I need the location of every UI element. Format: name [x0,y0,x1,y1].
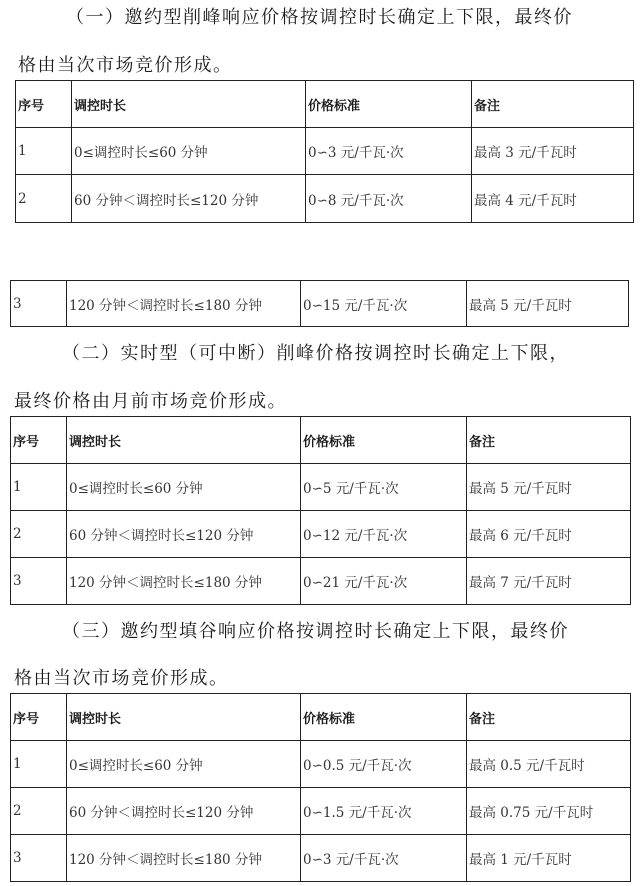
cell-duration: 60 分钟＜调控时长≤120 分钟 [67,788,301,835]
cell-note: 最高 5 元/千瓦时 [467,281,629,327]
cell-note: 最高 7 元/千瓦时 [467,558,631,605]
cell-price: 0∽3 元/千瓦·次 [301,835,467,882]
table-row [16,128,634,175]
section-3-paragraph-line-1: （三）邀约型填谷响应价格按调控时长确定上下限，最终价 [62,621,569,642]
cell-seq: 2 [11,788,67,835]
cell-note: 最高 3 元/千瓦时 [472,128,634,175]
table-row [11,511,631,558]
cell-duration: 60 分钟＜调控时长≤120 分钟 [72,175,306,223]
header-price: 价格标准 [301,417,467,464]
cell-note: 最高 4 元/千瓦时 [472,175,634,223]
header-price: 价格标准 [301,694,467,741]
cell-note: 最高 0.75 元/千瓦时 [467,788,631,835]
header-note: 备注 [467,694,631,741]
cell-note: 最高 1 元/千瓦时 [467,835,631,882]
section-2-table [10,416,631,605]
header-duration: 调控时长 [67,694,301,741]
cell-duration: 0≤调控时长≤60 分钟 [67,464,301,511]
cell-note: 最高 0.5 元/千瓦时 [467,741,631,788]
table-row [11,281,629,327]
cell-duration: 0≤调控时长≤60 分钟 [72,128,306,175]
section-3-table [10,693,631,882]
cell-seq: 2 [16,175,72,223]
cell-price: 0∽5 元/千瓦·次 [301,464,467,511]
cell-duration: 120 分钟＜调控时长≤180 分钟 [67,835,301,882]
cell-price: 0∽3 元/千瓦·次 [306,128,472,175]
cell-price: 0∽21 元/千瓦·次 [301,558,467,605]
cell-note: 最高 6 元/千瓦时 [467,511,631,558]
section-3-paragraph-line-2: 格由当次市场竞价形成。 [14,668,229,689]
section-1-paragraph-line-2: 格由当次市场竞价形成。 [18,55,233,76]
cell-seq: 1 [11,464,67,511]
section-1-table-part-1 [15,80,634,223]
table-row [11,741,631,788]
cell-seq: 1 [11,741,67,788]
header-duration: 调控时长 [72,81,306,128]
cell-price: 0∽12 元/千瓦·次 [301,511,467,558]
section-2-paragraph-line-1: （二）实时型（可中断）削峰价格按调控时长确定上下限， [62,343,569,364]
cell-seq: 3 [11,558,67,605]
header-note: 备注 [472,81,634,128]
table-row [11,788,631,835]
cell-price: 0∽15 元/千瓦·次 [301,281,467,327]
cell-duration: 120 分钟＜调控时长≤180 分钟 [67,558,301,605]
cell-duration: 0≤调控时长≤60 分钟 [67,741,301,788]
table-row [11,558,631,605]
cell-note: 最高 5 元/千瓦时 [467,464,631,511]
section-2-paragraph-line-2: 最终价格由月前市场竞价形成。 [14,391,287,412]
cell-seq: 1 [16,128,72,175]
cell-seq: 3 [11,835,67,882]
cell-seq: 2 [11,511,67,558]
header-price: 价格标准 [306,81,472,128]
cell-price: 0∽0.5 元/千瓦·次 [301,741,467,788]
cell-price: 0∽1.5 元/千瓦·次 [301,788,467,835]
header-seq: 序号 [11,417,67,464]
cell-duration: 120 分钟＜调控时长≤180 分钟 [67,281,301,327]
section-1-paragraph-line-1: （一）邀约型削峰响应价格按调控时长确定上下限，最终价 [66,7,573,28]
table-row [16,175,634,223]
header-seq: 序号 [11,694,67,741]
cell-duration: 60 分钟＜调控时长≤120 分钟 [67,511,301,558]
header-duration: 调控时长 [67,417,301,464]
cell-seq: 3 [11,281,67,327]
cell-price: 0∽8 元/千瓦·次 [306,175,472,223]
header-note: 备注 [467,417,631,464]
header-seq: 序号 [16,81,72,128]
table-row [11,835,631,882]
section-1-table-part-2 [10,280,629,327]
table-row [11,464,631,511]
